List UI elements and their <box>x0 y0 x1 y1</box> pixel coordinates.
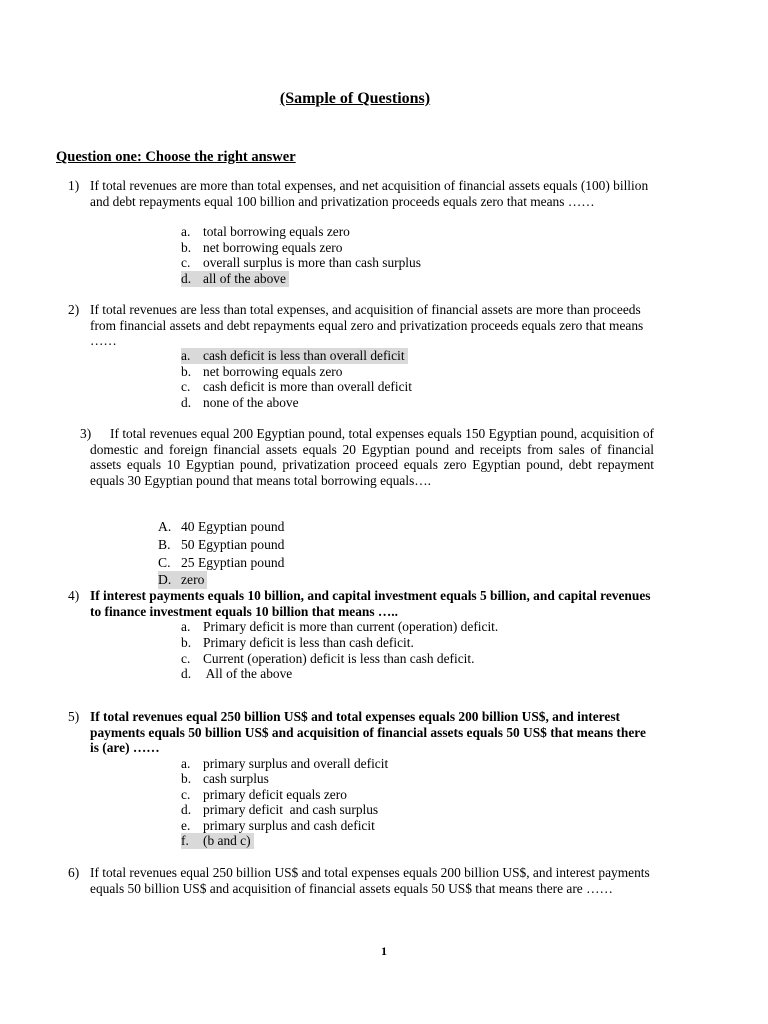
option-text: cash surplus <box>203 771 269 786</box>
option-4b <box>181 635 414 651</box>
option-text: Primary deficit is less than cash deficit. <box>203 635 414 650</box>
question-number: 1) <box>68 178 80 193</box>
question-text: If total revenues are less than total expenses, and acquisition of financial assets are more than proceeds from financial assets and debt repayments equal zero and privatization proceeds equals zero that means …… <box>90 302 644 349</box>
option-4a <box>181 619 498 635</box>
option-2b <box>181 364 342 380</box>
option-letter: b. <box>181 240 192 255</box>
question-text: If interest payments equals 10 billion, and capital investment equals 5 billion, and capital revenues to finance investment equals 10 billion that means ….. <box>90 588 651 619</box>
question-number: 2) <box>68 302 80 317</box>
option-text: net borrowing equals zero <box>203 240 343 255</box>
option-letter: e. <box>181 818 191 833</box>
question-text: If total revenues equal 250 billion US$ and total expenses equals 200 billion US$, and interest payments equals 50 billion US$ and acquisition of financial assets equals 50 US$ that means there is (are) …… <box>90 709 646 756</box>
option-letter: d. <box>181 802 192 817</box>
option-letter: d. <box>181 666 192 681</box>
question-number: 6) <box>68 865 80 880</box>
option-1a <box>181 224 350 240</box>
option-letter: A. <box>158 519 172 534</box>
option-text: overall surplus is more than cash surplus <box>203 255 421 270</box>
option-text: 25 Egyptian pound <box>181 555 285 570</box>
option-4c <box>181 651 474 667</box>
option-5e <box>181 818 375 834</box>
option-5c <box>181 787 347 803</box>
option-3c <box>158 554 284 572</box>
option-letter: D. <box>158 572 172 587</box>
option-letter: a. <box>181 224 191 239</box>
option-5b <box>181 771 269 787</box>
option-4d <box>181 666 292 682</box>
option-text: primary surplus and overall deficit <box>203 756 389 771</box>
option-text: zero <box>181 572 205 587</box>
option-letter: a. <box>181 348 191 363</box>
question-number: 5) <box>68 709 80 724</box>
option-3d-highlighted <box>158 571 207 589</box>
option-text: total borrowing equals zero <box>203 224 350 239</box>
option-letter: a. <box>181 619 191 634</box>
option-5a <box>181 756 388 772</box>
option-text: primary surplus and cash deficit <box>203 818 375 833</box>
option-1d-highlighted <box>181 271 289 287</box>
option-letter: a. <box>181 756 191 771</box>
option-letter: d. <box>181 271 192 286</box>
option-text: cash deficit is more than overall deficit <box>203 379 412 394</box>
option-letter: d. <box>181 395 192 410</box>
page-title: (Sample of Questions) <box>279 90 431 107</box>
option-text: Primary deficit is more than current (operation) deficit. <box>203 619 499 634</box>
option-text: none of the above <box>203 395 299 410</box>
option-text: primary deficit equals zero <box>203 787 347 802</box>
option-text: net borrowing equals zero <box>203 364 343 379</box>
option-1b <box>181 240 342 256</box>
option-letter: b. <box>181 364 192 379</box>
option-text: all of the above <box>203 271 286 286</box>
option-5f-highlighted <box>181 833 254 849</box>
question-number: 4) <box>68 588 80 603</box>
option-text: 40 Egyptian pound <box>181 519 285 534</box>
option-text: Current (operation) deficit is less than cash deficit. <box>203 651 475 666</box>
option-2c <box>181 379 412 395</box>
option-letter: C. <box>158 555 171 570</box>
option-letter: c. <box>181 379 191 394</box>
option-text: (b and c) <box>203 833 251 848</box>
option-letter: c. <box>181 787 191 802</box>
option-2d <box>181 395 299 411</box>
option-5d <box>181 802 378 818</box>
option-text: All of the above <box>203 666 293 681</box>
question-text: If total revenues equal 250 billion US$ and total expenses equals 200 billion US$, and interest payments equals 50 billion US$ and acquisition of financial assets equals 50 US$ that means there are …… <box>90 865 650 896</box>
question-number: 3) <box>80 426 92 441</box>
option-letter: B. <box>158 537 171 552</box>
page-number: 1 <box>381 944 387 958</box>
option-letter: f. <box>181 833 189 848</box>
option-text: cash deficit is less than overall deficit <box>203 348 405 363</box>
option-3a <box>158 518 284 536</box>
option-letter: c. <box>181 255 191 270</box>
option-3b <box>158 536 284 554</box>
option-text: 50 Egyptian pound <box>181 537 285 552</box>
question-text: If total revenues are more than total expenses, and net acquisition of financial assets equals (100) billion and debt repayments equal 100 billion and privatization proceeds equals zero that means …… <box>90 178 649 209</box>
question-text: If total revenues equal 200 Egyptian pound, total expenses equals 150 Egyptian pound, acquisition of domestic and foreign financial assets equals 20 Egyptian pound and receipts from sales of financial assets equals 10 Egyptian pound, privatization proceed equals zero Egyptian pound, debt repayment equals 30 Egyptian pound that means total borrowing equals…. <box>90 426 654 488</box>
option-letter: b. <box>181 635 192 650</box>
option-2a-highlighted <box>181 348 408 364</box>
option-letter: c. <box>181 651 191 666</box>
section-heading: Question one: Choose the right answer <box>56 149 296 165</box>
option-1c <box>181 255 421 271</box>
option-letter: b. <box>181 771 192 786</box>
option-text: primary deficit and cash surplus <box>203 802 379 817</box>
